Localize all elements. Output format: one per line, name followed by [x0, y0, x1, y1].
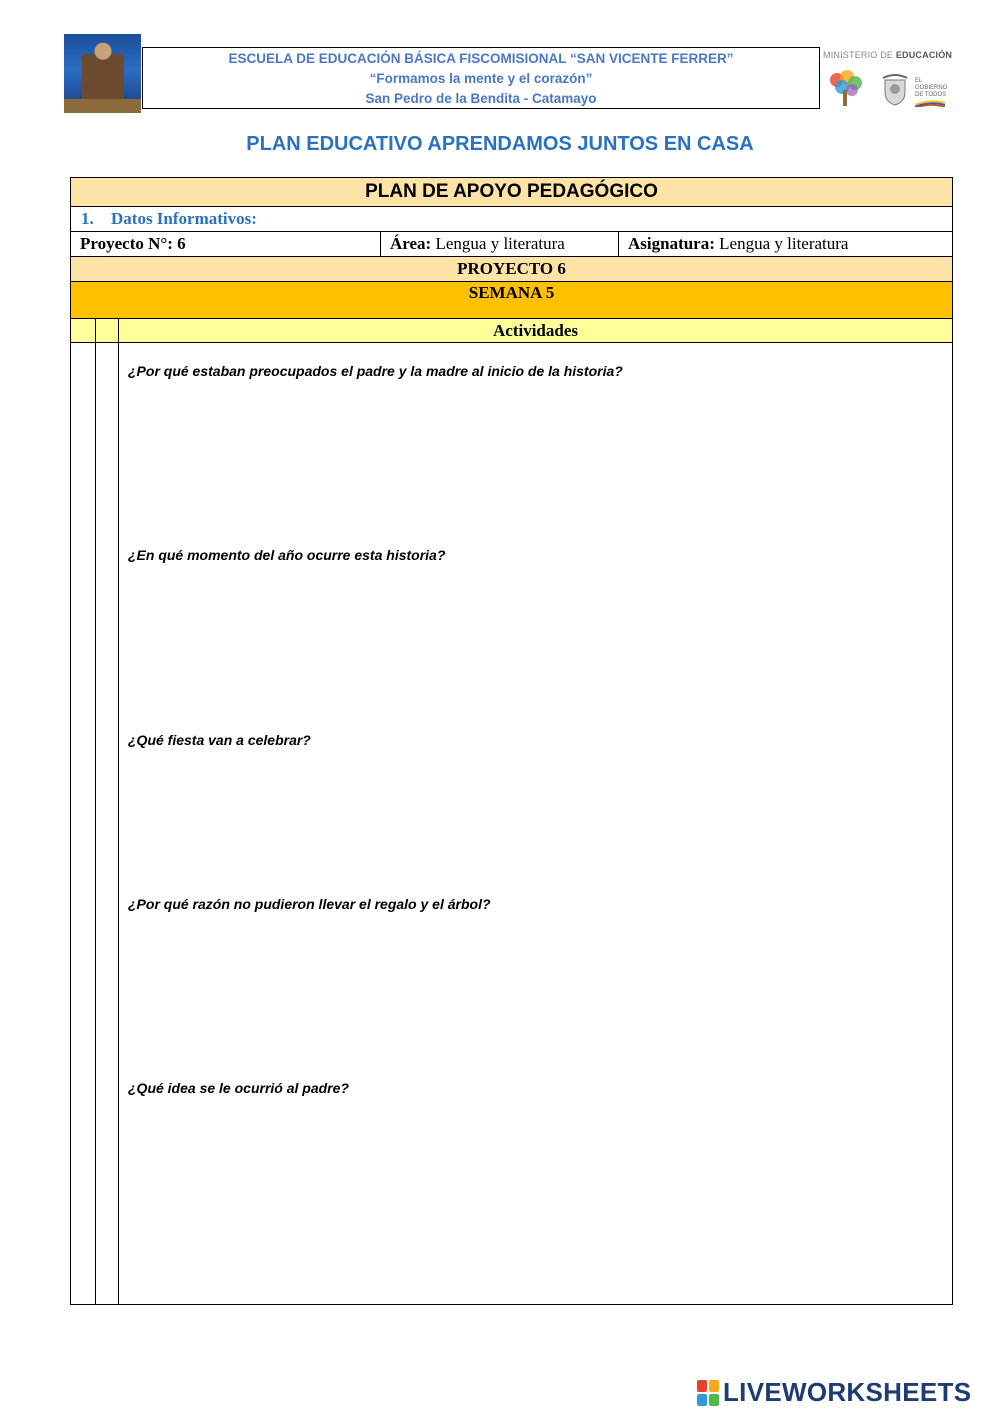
- page-title: PLAN EDUCATIVO APRENDAMOS JUNTOS EN CASA: [246, 133, 754, 155]
- question-1: ¿Por qué estaban preocupados el padre y la madre al inicio de la historia?: [128, 363, 623, 379]
- column-divider: [95, 319, 96, 1304]
- gobierno-logo: [915, 78, 951, 106]
- actividades-label: Actividades: [493, 321, 578, 340]
- proyecto-row: PROYECTO 6: [71, 257, 952, 282]
- photo-base: [64, 99, 141, 113]
- ministry-title: [823, 50, 953, 60]
- question-2: ¿En qué momento del año ocurre esta historia?: [128, 547, 446, 563]
- area-key: Área:: [390, 234, 432, 253]
- ministry-logo-block: [823, 50, 953, 112]
- area-cell: [381, 232, 619, 256]
- actividades-row: [71, 319, 952, 343]
- ecuador-shield-icon: [881, 74, 909, 106]
- datos-number: 1.: [81, 209, 94, 228]
- area-value: Lengua y literatura: [431, 234, 565, 253]
- ministry-bold: EDUCACIÓN: [895, 50, 953, 60]
- info-row: [71, 232, 952, 257]
- school-patron-photo: [64, 34, 141, 113]
- table-title: PLAN DE APOYO PEDAGÓGICO: [71, 178, 952, 207]
- liveworksheets-logo[interactable]: [697, 1377, 971, 1409]
- question-3: ¿Qué fiesta van a celebrar?: [128, 732, 311, 748]
- proyecto-cell: Proyecto N°: 6: [71, 232, 381, 256]
- asignatura-key: Asignatura:: [628, 234, 715, 253]
- school-location: San Pedro de la Bendita - Catamayo: [365, 91, 597, 106]
- asignatura-value: Lengua y literatura: [714, 234, 849, 253]
- question-5: ¿Qué idea se le ocurrió al padre?: [128, 1080, 349, 1096]
- plan-table: [70, 177, 953, 1305]
- gobierno-text: EL GOBIERNO DE TODOS: [915, 78, 948, 98]
- school-header-box: [142, 47, 820, 109]
- datos-label: Datos Informativos:: [111, 209, 257, 228]
- school-name: ESCUELA DE EDUCACIÓN BÁSICA FISCOMISIONAL “SAN VICENTE FERRER”: [228, 51, 734, 66]
- question-4: ¿Por qué razón no pudieron llevar el regalo y el árbol?: [128, 896, 491, 912]
- school-motto: “Formamos la mente y el corazón”: [369, 71, 593, 86]
- column-divider: [118, 319, 119, 1304]
- datos-informativos-row: [71, 207, 952, 232]
- semana-row: SEMANA 5: [71, 282, 952, 319]
- liveworksheets-icon: [697, 1380, 719, 1406]
- asignatura-cell: [619, 232, 952, 256]
- ministry-prefix: MINISTERIO DE: [823, 50, 896, 60]
- education-tree-icon: [825, 70, 865, 108]
- flag-stripe-icon: [915, 99, 945, 107]
- liveworksheets-text: LIVEWORKSHEETS: [723, 1377, 972, 1407]
